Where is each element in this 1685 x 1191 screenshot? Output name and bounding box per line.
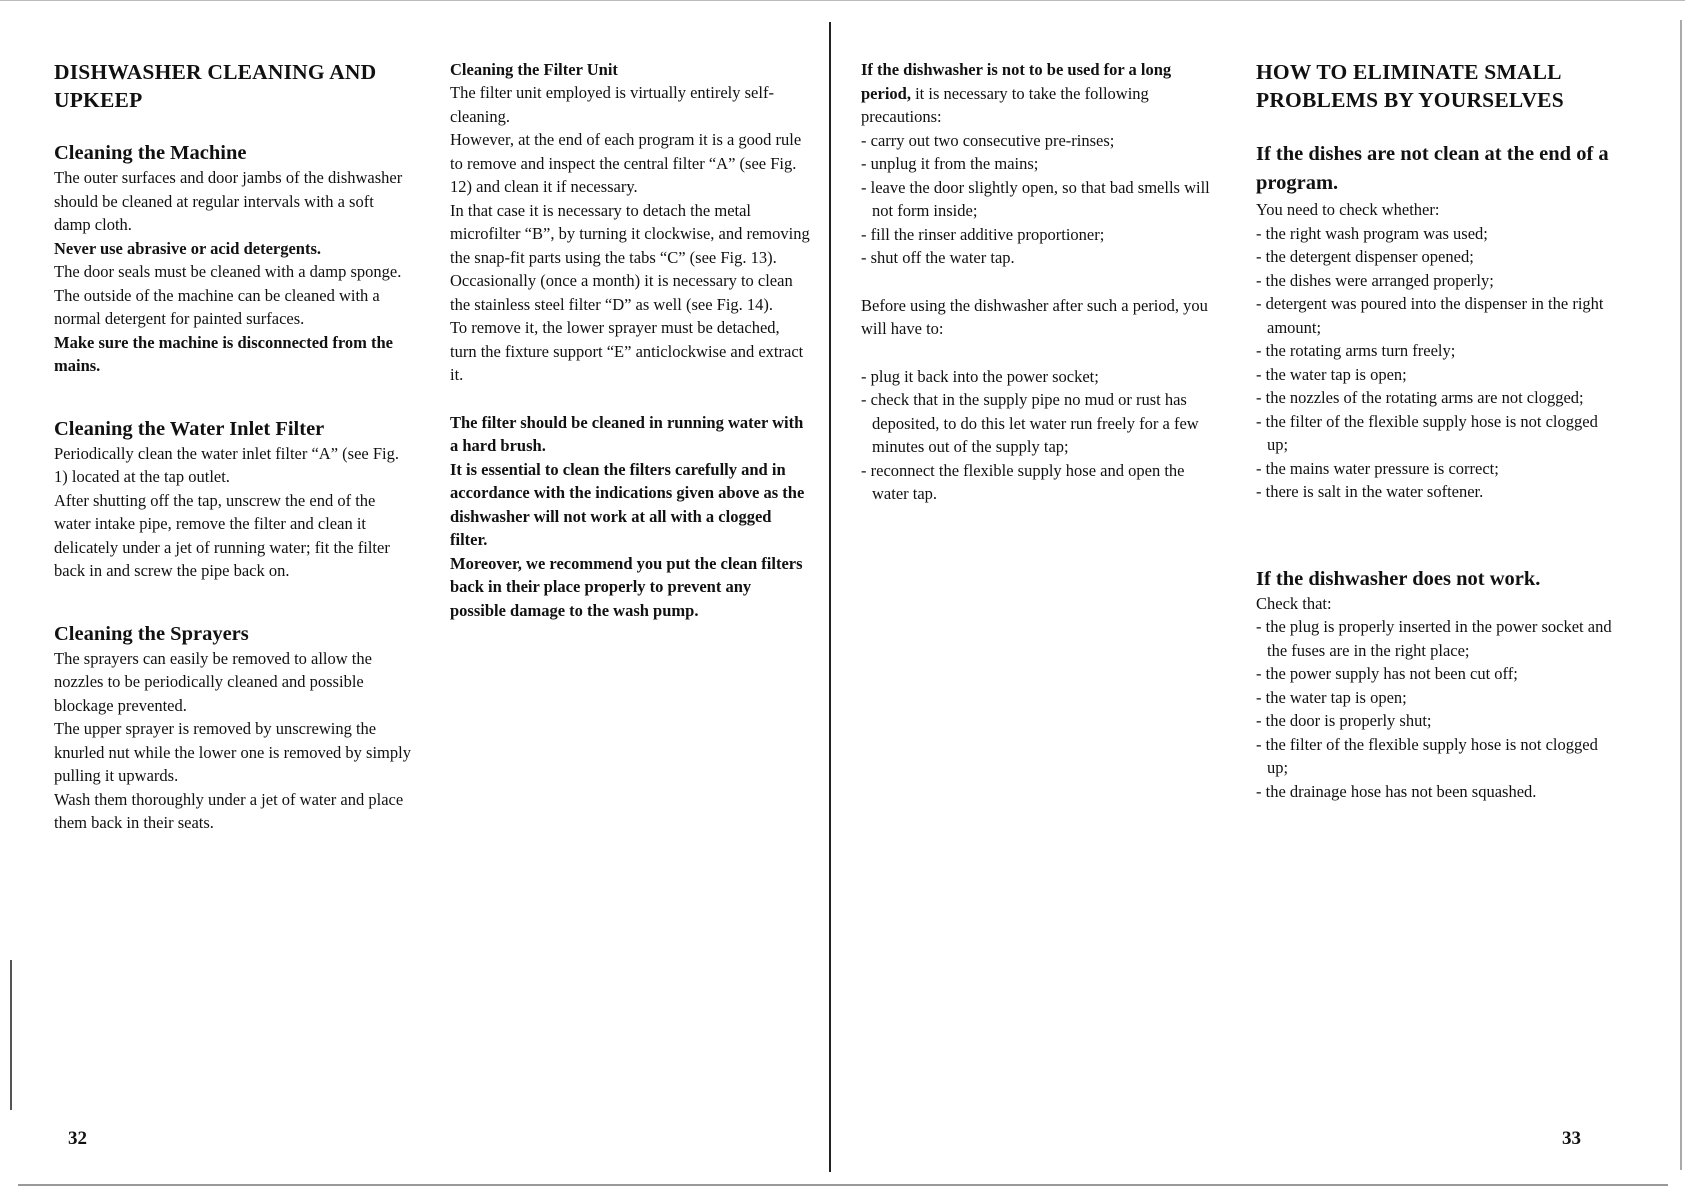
warning-text: Never use abrasive or acid detergents. <box>54 238 322 258</box>
list-item: - the power supply has not been cut off; <box>1256 662 1616 686</box>
right-page-column-2 <box>1256 58 1616 817</box>
list-item: - leave the door slightly open, so that bad smells will not form inside; <box>861 176 1221 223</box>
list-item: - plug it back into the power socket; <box>861 365 1221 389</box>
does-not-work-checklist <box>1256 615 1616 803</box>
list-item: - there is salt in the water softener. <box>1256 480 1616 504</box>
intro-bold: If the dishwasher is not to be used for a long period, <box>861 60 1172 103</box>
section-water-inlet-filter <box>54 416 414 583</box>
heading-water-inlet-filter: Cleaning the Water Inlet Filter <box>54 417 325 440</box>
section-cleaning-sprayers <box>54 621 414 835</box>
long-period-intro <box>861 58 1221 129</box>
list-item: - the drainage hose has not been squashed. <box>1256 780 1616 804</box>
heading-does-not-work: If the dishwasher does not work. <box>1256 567 1541 590</box>
paragraph: To remove it, the lower sprayer must be detached, turn the fixture support “E” anticlockwise and extract it. <box>450 318 804 384</box>
heading-cleaning-filter-unit: Cleaning the Filter Unit <box>450 60 618 79</box>
page-number-left: 32 <box>68 1128 87 1149</box>
paragraph: In that case it is necessary to detach the metal microfilter “B”, by turning it clockwise, and removing the snap-fit parts using the tabs “C” (see Fig. 13). <box>450 200 810 267</box>
paragraph: The outer surfaces and door jambs of the dishwasher should be cleaned at regular intervals with a soft damp cloth. <box>54 168 403 234</box>
list-item: - detergent was poured into the dispenser in the right amount; <box>1256 292 1616 339</box>
lead-text: You need to check whether: <box>1256 200 1440 219</box>
section-dishes-not-clean <box>1256 140 1616 504</box>
heading-cleaning-sprayers: Cleaning the Sprayers <box>54 622 249 645</box>
section-title-cleaning-upkeep: DISHWASHER CLEANING AND UPKEEP <box>54 60 377 112</box>
bold-note: The filter should be cleaned in running water with a hard brush. <box>450 412 804 455</box>
right-edge-mark <box>1680 20 1682 1170</box>
list-item: - the dishes were arranged properly; <box>1256 269 1616 293</box>
paragraph: The door seals must be cleaned with a damp sponge. <box>54 262 402 281</box>
list-item: - the detergent dispenser opened; <box>1256 245 1616 269</box>
paragraph: Wash them thoroughly under a jet of water and place them back in their seats. <box>54 789 404 832</box>
heading-cleaning-machine: Cleaning the Machine <box>54 142 247 164</box>
dishes-not-clean-checklist <box>1256 222 1616 504</box>
restart-steps-list <box>861 365 1221 506</box>
paragraph: However, at the end of each program it is a good rule to remove and inspect the central filter “A” (see Fig. 12) and clean it if necessary. <box>450 130 802 196</box>
section-does-not-work <box>1256 566 1616 804</box>
list-item: - fill the rinser additive proportioner; <box>861 223 1221 247</box>
list-item: - the filter of the flexible supply hose is not clogged up; <box>1256 733 1616 780</box>
left-page-column-1 <box>54 58 414 849</box>
list-item: - shut off the water tap. <box>861 246 1221 270</box>
warning-text: Make sure the machine is disconnected from the mains. <box>54 332 393 375</box>
precautions-list <box>861 129 1221 270</box>
list-item: - the mains water pressure is correct; <box>1256 457 1616 481</box>
top-edge <box>0 0 1685 1</box>
paragraph: The filter unit employed is virtually entirely self-cleaning. <box>450 83 774 126</box>
list-item: - the filter of the flexible supply hose is not clogged up; <box>1256 410 1616 457</box>
list-item: - the right wash program was used; <box>1256 222 1616 246</box>
list-item: - the nozzles of the rotating arms are not clogged; <box>1256 386 1616 410</box>
list-item: - unplug it from the mains; <box>861 152 1221 176</box>
list-item: - check that in the supply pipe no mud or rust has deposited, to do this let water run freely for a few minutes out of the supply tap; <box>861 388 1221 459</box>
list-item: - the plug is properly inserted in the power socket and the fuses are in the right place; <box>1256 615 1616 662</box>
bottom-edge <box>18 1184 1668 1186</box>
section-title-small-problems: HOW TO ELIMINATE SMALL PROBLEMS BY YOURSELVES <box>1256 60 1564 112</box>
page-spine <box>829 22 831 1172</box>
intro-rest: it is necessary to take the following precautions: <box>861 83 1149 126</box>
list-item: - the water tap is open; <box>1256 363 1616 387</box>
paragraph: The upper sprayer is removed by unscrewing the knurled nut while the lower one is removed by simply pulling it upwards. <box>54 719 411 785</box>
paragraph: Occasionally (once a month) it is necessary to clean the stainless steel filter “D” as well (see Fig. 14). <box>450 271 793 314</box>
right-page-column-1 <box>861 58 1221 506</box>
list-item: - the water tap is open; <box>1256 686 1616 710</box>
list-item: - carry out two consecutive pre-rinses; <box>861 129 1221 153</box>
list-item: - the rotating arms turn freely; <box>1256 339 1616 363</box>
bold-note: Moreover, we recommend you put the clean filters back in their place properly to prevent any possible damage to the wash pump. <box>450 553 803 620</box>
heading-dishes-not-clean: If the dishes are not clean at the end of a program. <box>1256 143 1609 194</box>
left-page-column-2 <box>450 58 810 622</box>
left-edge-mark <box>10 960 12 1110</box>
section-cleaning-machine <box>54 140 414 378</box>
list-item: - the door is properly shut; <box>1256 709 1616 733</box>
paragraph: Before using the dishwasher after such a period, you will have to: <box>861 295 1208 338</box>
paragraph: After shutting off the tap, unscrew the end of the water intake pipe, remove the filter and clean it delicately under a jet of running water; fit the filter back in and screw the pipe back on. <box>54 490 390 580</box>
paragraph: The sprayers can easily be removed to allow the nozzles to be periodically cleaned and possible blockage prevented. <box>54 648 372 715</box>
list-item: - reconnect the flexible supply hose and open the water tap. <box>861 459 1221 506</box>
page-number-right: 33 <box>1562 1128 1581 1149</box>
bold-note: It is essential to clean the filters carefully and in accordance with the indications given above as the dishwasher will not work at all with a clogged filter. <box>450 459 805 549</box>
paragraph: The outside of the machine can be cleaned with a normal detergent for painted surfaces. <box>54 285 380 328</box>
lead-text: Check that: <box>1256 593 1332 613</box>
paragraph: Periodically clean the water inlet filter “A” (see Fig. 1) located at the tap outlet. <box>54 443 399 486</box>
